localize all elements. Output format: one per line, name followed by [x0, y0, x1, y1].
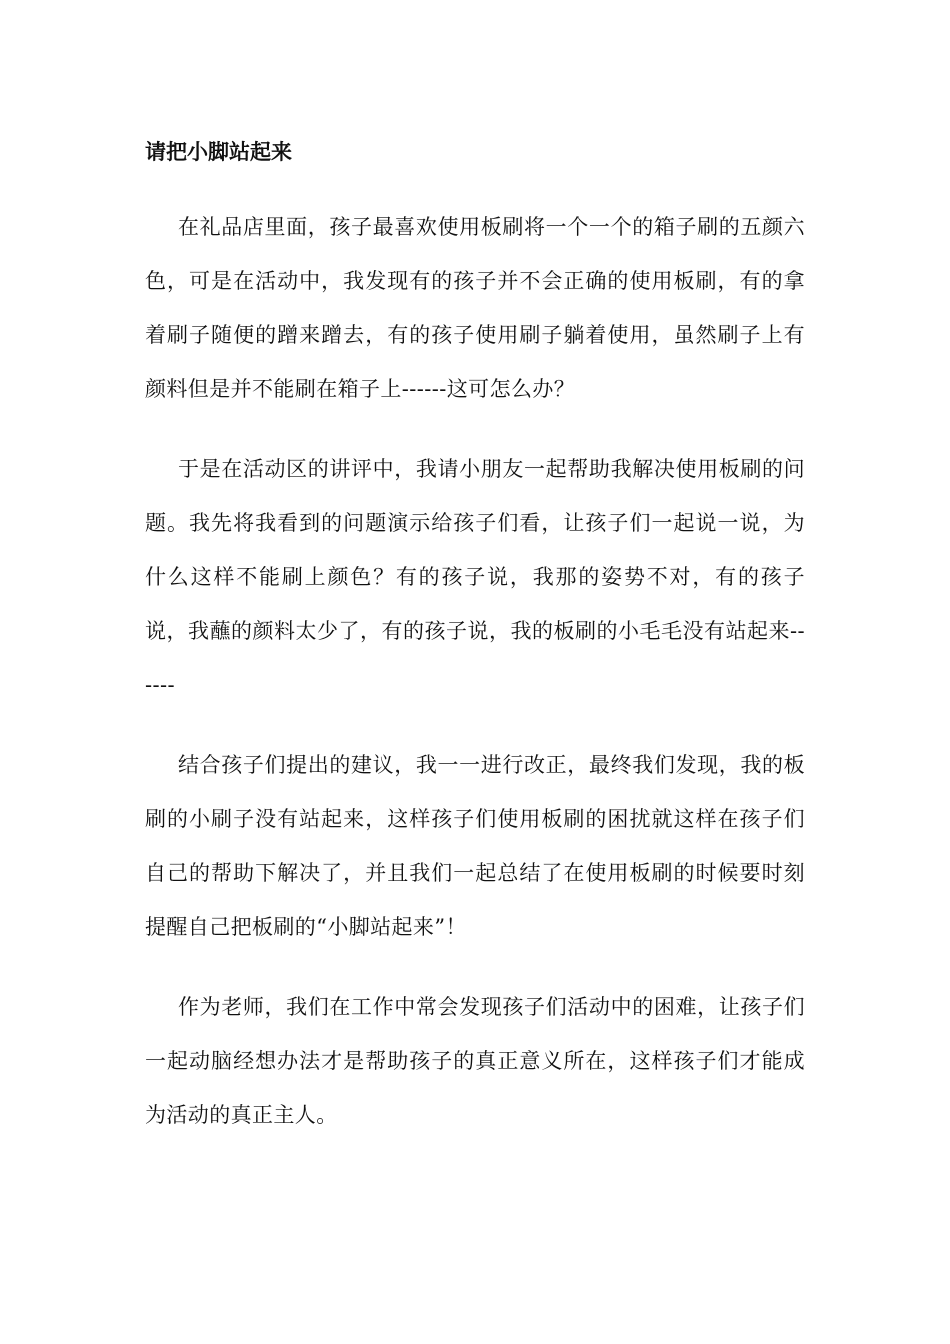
paragraph-2: 于是在活动区的讲评中，我请小朋友一起帮助我解决使用板刷的问题。我先将我看到的问题演示给孩子们看，让孩子们一起说一说，为什么这样不能刷上颜色？有的孩子说，我那的姿势不对，有的孩子说，我蘸的颜料太少了，有的孩子说，我的板刷的小毛毛没有站起来------ [145, 457, 805, 697]
document-title: 请把小脚站起来 [145, 140, 292, 164]
paragraph-1: 在礼品店里面，孩子最喜欢使用板刷将一个一个的箱子刷的五颜六色，可是在活动中，我发现有的孩子并不会正确的使用板刷，有的拿着刷子随便的蹭来蹭去，有的孩子使用刷子躺着使用，虽然刷子上有颜料但是并不能刷在箱子上------这可怎么办？ [145, 215, 805, 401]
document-page [145, 130, 805, 1168]
paragraph-4: 作为老师，我们在工作中常会发现孩子们活动中的困难，让孩子们一起动脑经想办法才是帮助孩子的真正意义所在，这样孩子们才能成为活动的真正主人。 [145, 995, 805, 1127]
paragraph-3: 结合孩子们提出的建议，我一一进行改正，最终我们发现，我的板刷的小刷子没有站起来，这样孩子们使用板刷的困扰就这样在孩子们自己的帮助下解决了，并且我们一起总结了在使用板刷的时候要时刻提醒自己把板刷的“小脚站起来”！ [145, 753, 805, 939]
